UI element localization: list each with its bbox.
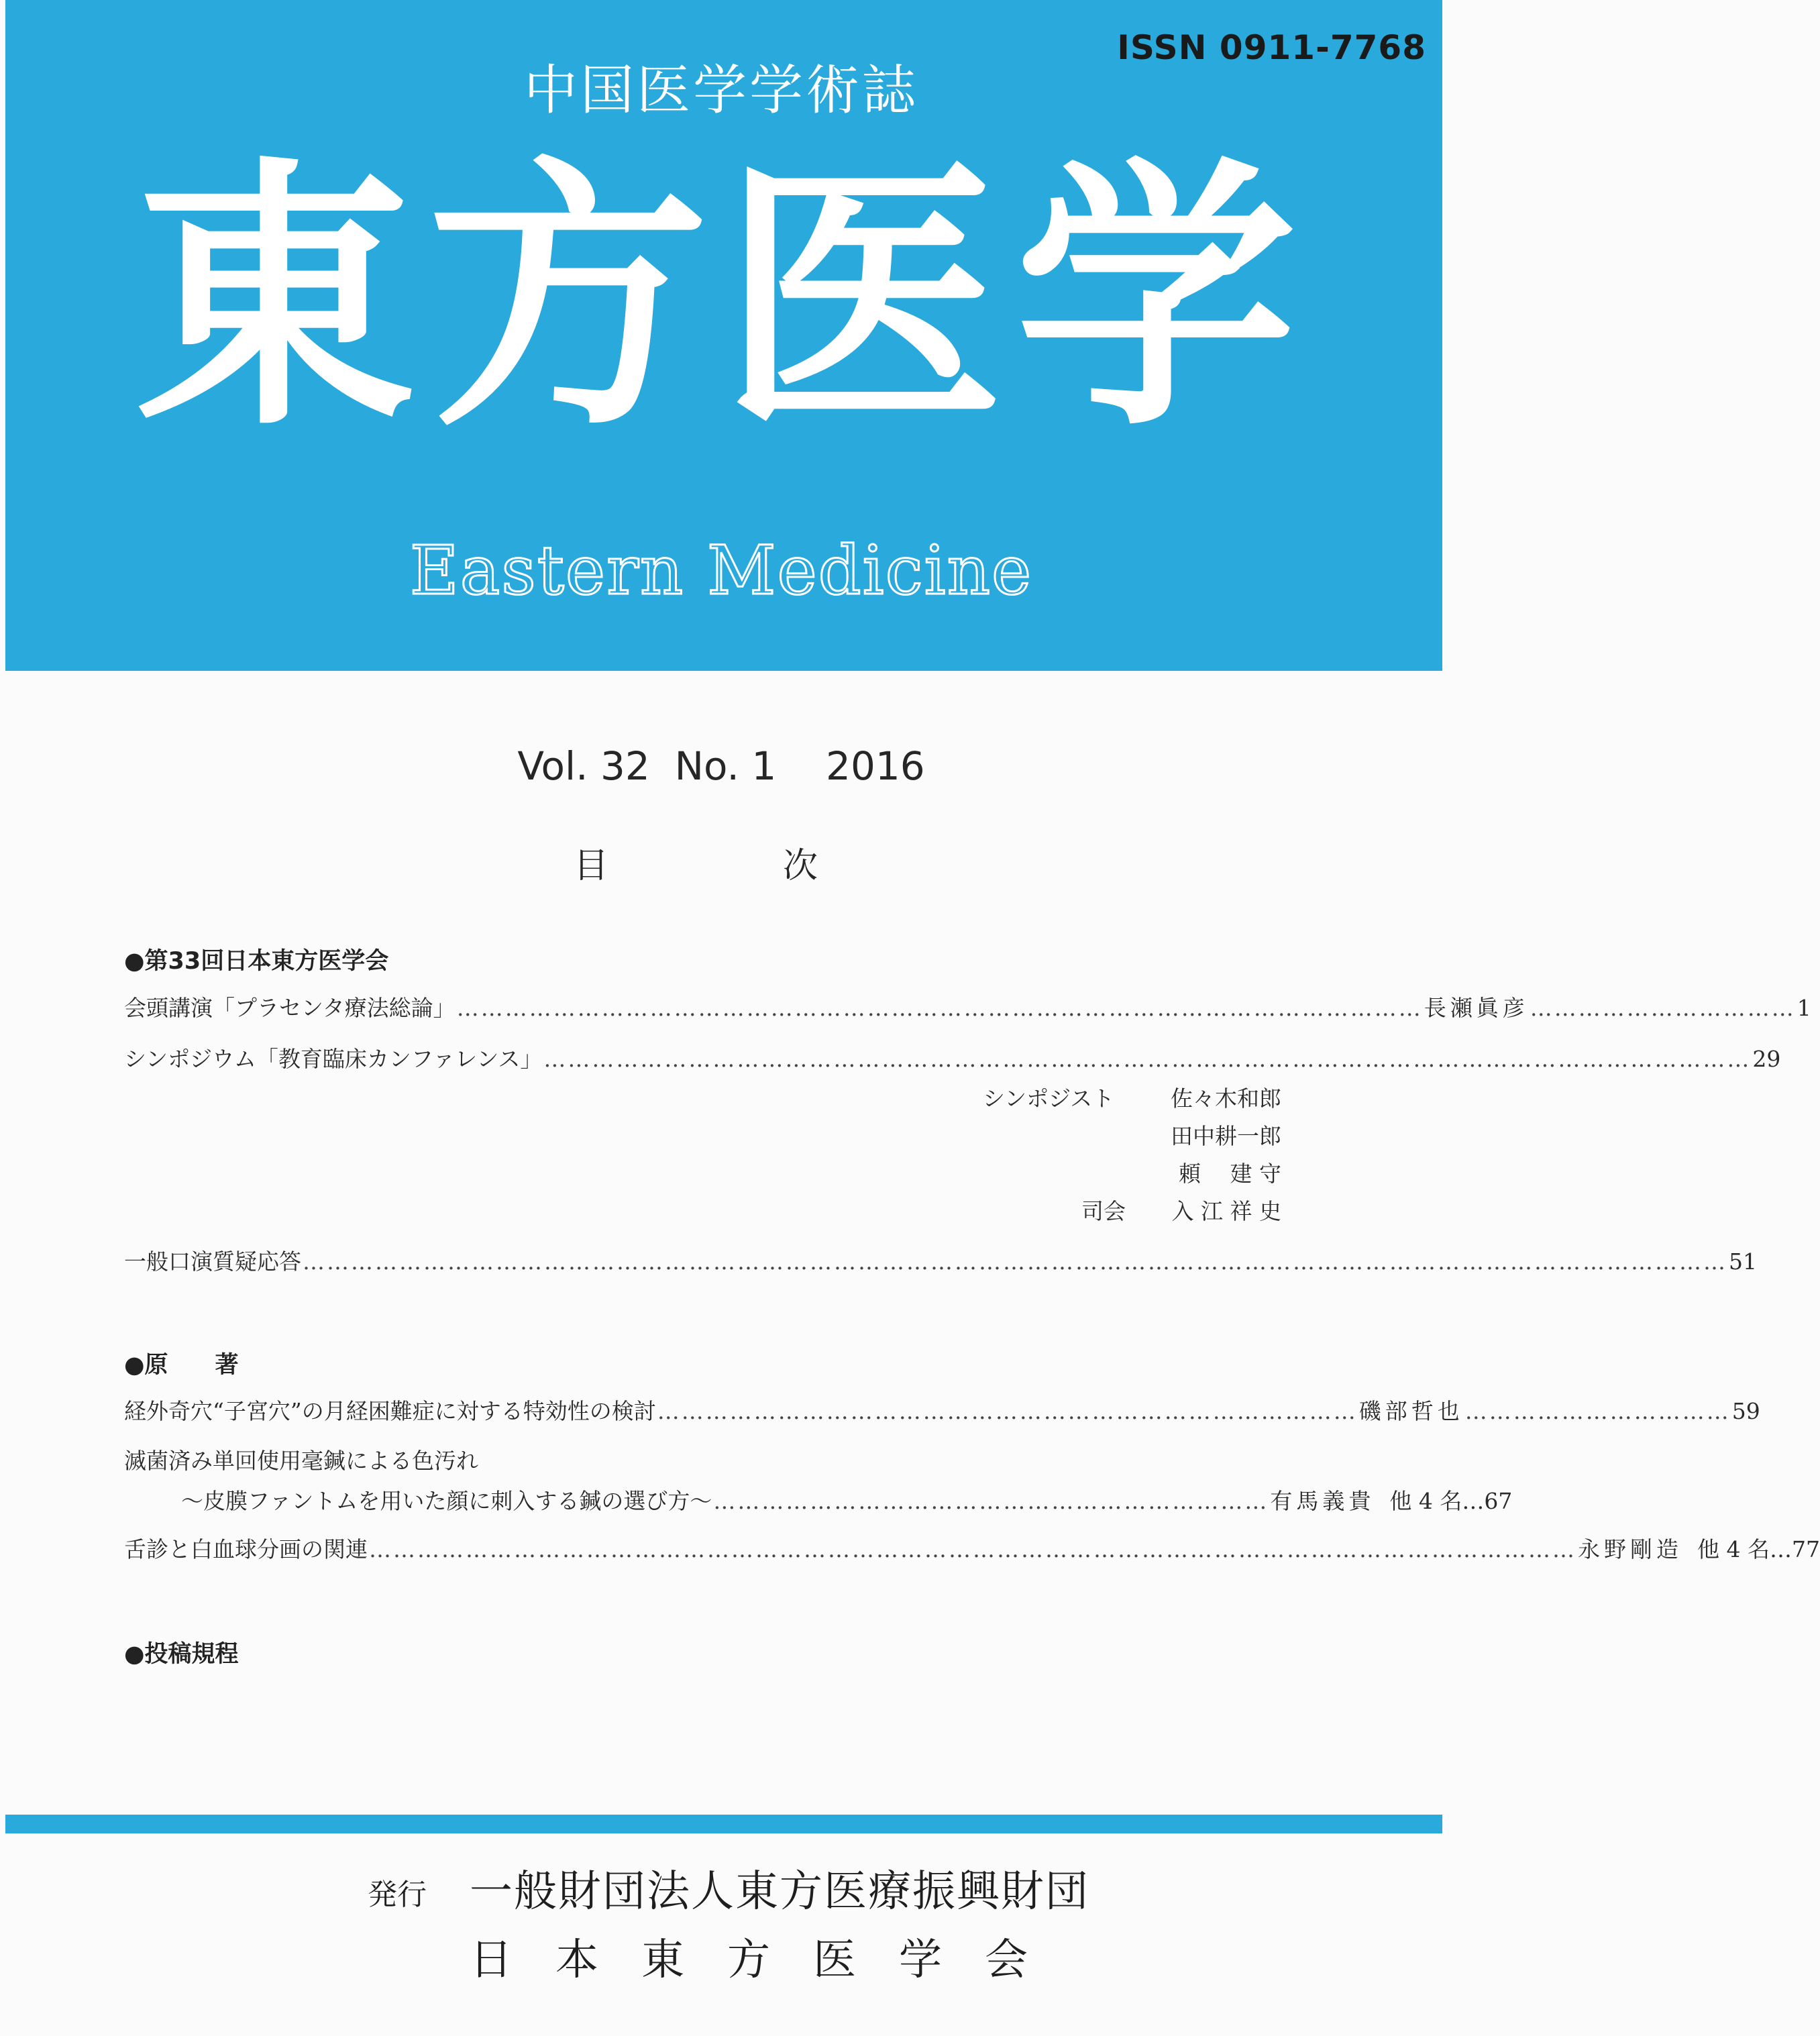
issn-number: ISSN 0911-7768 xyxy=(1117,28,1426,67)
symposist-label: シンポジスト xyxy=(983,1085,1115,1112)
toc-entry-qa[interactable]: 一般口演質疑応答 …………………………………………………………………………………………………………………………………………………………… 51 xyxy=(124,1244,1332,1277)
toc-entry-title[interactable]: 滅菌済み単回使用毫鍼による色汚れ xyxy=(124,1448,478,1474)
chair-label: 司会 xyxy=(1081,1198,1126,1224)
dot-leader: … xyxy=(1769,1536,1792,1562)
dot-leader: …………………………………………………………………………………………………………………………………… xyxy=(543,1046,1752,1072)
toc-entry-subtitle: 〜皮膜ファントムを用いた顔に刺入する鍼の選び方〜 xyxy=(181,1488,712,1514)
chair-name: 入 江 祥 史 xyxy=(1171,1198,1281,1224)
toc-entry-author: 有馬義貴 xyxy=(1270,1488,1375,1514)
publisher-society: 日 本 東 方 医 学 会 xyxy=(470,1935,1028,1985)
toc-entry-others: 他 4 名 xyxy=(1697,1536,1770,1562)
dot-leader: ………………………………………………………………………………………………………… xyxy=(456,995,1423,1021)
dot-leader: …………………………………………………………………………… xyxy=(657,1398,1358,1424)
toc-entry-title: 会頭講演「プラセンタ療法総論」 xyxy=(124,995,456,1021)
toc-entry-author: 永野剛造 xyxy=(1578,1536,1682,1562)
journal-english-title: Eastern Medicine xyxy=(409,531,1033,610)
dot-leader: …………………………… xyxy=(1530,995,1796,1021)
toc-entry-title: シンポジウム「教育臨床カンファレンス」 xyxy=(124,1046,543,1072)
dot-leader: … xyxy=(1462,1488,1485,1514)
section-heading-original-articles: ●原 著 xyxy=(124,1352,239,1379)
contents-heading: 目 次 xyxy=(574,846,818,886)
footer-bar xyxy=(5,1815,1442,1833)
toc-entry-article[interactable]: 〜皮膜ファントムを用いた顔に刺入する鍼の選び方〜 …………………………………………………………… 有馬義貴 他 4 名 … 67 xyxy=(181,1484,1332,1516)
publisher-name: 一般財団法人東方医療振興財団 xyxy=(470,1867,1089,1917)
toc-entry-keynote[interactable]: 会頭講演「プラセンタ療法総論」 ………………………………………………………………………………………………………… 長瀬眞彦 …………………………… 1 xyxy=(124,991,1332,1023)
journal-title: 東方医学 xyxy=(133,133,1309,464)
toc-entry-author: 磯部哲也 xyxy=(1358,1398,1464,1424)
symposist-name: 田中耕一郎 xyxy=(1171,1123,1281,1149)
volume-issue: Vol. 32 No. 1 2016 xyxy=(517,743,925,789)
journal-subtitle: 中国医学学術誌 xyxy=(524,59,918,121)
toc-entry-title: 舌診と白血球分画の関連 xyxy=(124,1536,368,1562)
toc-entry-title: 一般口演質疑応答 xyxy=(124,1248,301,1275)
dot-leader: …………………………………………………………………………………………………………………………………… xyxy=(369,1536,1576,1562)
dot-leader: …………………………………………………………… xyxy=(713,1488,1269,1514)
section-heading-submission-rules: ●投稿規程 xyxy=(124,1641,239,1668)
toc-entry-title: 経外奇穴“子宮穴”の月経困難症に対する特効性の検討 xyxy=(124,1398,656,1424)
symposist-name: 佐々木和郎 xyxy=(1171,1085,1281,1112)
toc-entry-others: 他 4 名 xyxy=(1389,1488,1462,1514)
dot-leader: …………………………………………………………………………………………………………………………………………………………… xyxy=(303,1248,1727,1275)
publisher-label: 発行 xyxy=(368,1878,427,1912)
toc-entry-symposium[interactable]: シンポジウム「教育臨床カンファレンス」 …………………………………………………………………………………………………………………………………… 29 xyxy=(124,1042,1332,1074)
symposist-name: 頼 建 守 xyxy=(1179,1161,1281,1187)
toc-entry-article[interactable]: 経外奇穴“子宮穴”の月経困難症に対する特効性の検討 …………………………………………………………………………… 磯部哲也 …………………………… 59 xyxy=(124,1394,1332,1426)
toc-entry-author: 長瀬眞彦 xyxy=(1424,995,1529,1021)
section-heading-congress: ●第33回日本東方医学会 xyxy=(124,948,389,975)
toc-entry-article[interactable]: 舌診と白血球分画の関連 …………………………………………………………………………………………………………………………………… 永野剛造 他 4 名 … 77 xyxy=(124,1532,1332,1564)
dot-leader: …………………………… xyxy=(1464,1398,1731,1424)
